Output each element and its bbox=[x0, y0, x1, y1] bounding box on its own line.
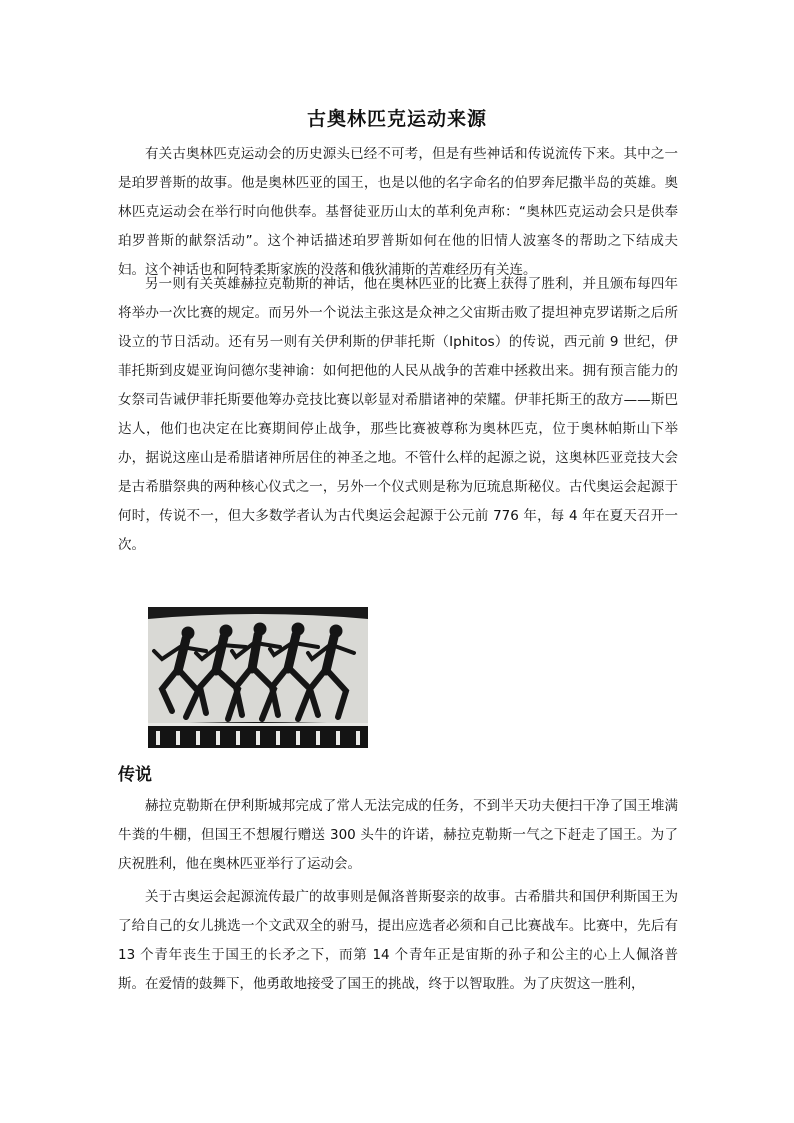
intro-paragraph-2: 另一则有关英雄赫拉克勒斯的神话，他在奥林匹亚的比赛上获得了胜利，并且颁布每四年将举办一次比赛的规定。而另外一个说法主张这是众神之父宙斯击败了提坦神克罗诺斯之后所设立的节日活动。还有另一则有关伊利斯的伊菲托斯（Iphitos）的传说，西元前 9 世纪，伊菲托斯到皮媞亚询问德尔斐神谕：如何把他的人民从战争的苦难中拯救出来。拥有预言能力的女祭司告诫伊菲托斯要他筹办竞技比赛以彰显对希腊诸神的荣耀。伊菲托斯王的敌方——斯巴达人，他们也决定在比赛期间停止战争，那些比赛被尊称为奥林匹克，位于奥林帕斯山下举办，据说这座山是希腊诸神所居住的神圣之地。不管什么样的起源之说，这奥林匹亚竞技大会是古希腊祭典的两种核心仪式之一，另外一个仪式则是称为厄琉息斯秘仪。古代奥运会起源于何时，传说不一，但大多数学者认为古代奥运会起源于公元前 776 年，每 4 年在夏天召开一次。 bbox=[118, 276, 678, 553]
vase-painting-icon bbox=[148, 607, 368, 748]
section-heading: 传说 bbox=[118, 765, 152, 785]
greek-vase-runners-image bbox=[148, 607, 368, 748]
page-title: 古奥林匹克运动来源 bbox=[306, 108, 487, 130]
legend-paragraph-2: 关于古奥运会起源流传最广的故事则是佩洛普斯娶亲的故事。古希腊共和国伊利斯国王为了给自己的女儿挑选一个文武双全的驸马，提出应选者必须和自己比赛战车。比赛中，先后有 13 个青年丧生于国王的长矛之下，而第 14 个青年正是宙斯的孙子和公主的心上人佩洛普斯。在爱情的鼓舞下，他勇敢地接受了国王的挑战，终于以智取胜。为了庆贺这一胜利， bbox=[118, 889, 678, 992]
intro-paragraph-1: 有关古奥林匹克运动会的历史源头已经不可考，但是有些神话和传说流传下来。其中之一是珀罗普斯的故事。他是奥林匹亚的国王，也是以他的名字命名的伯罗奔尼撒半岛的英雄。奥林匹克运动会在举行时向他供奉。基督徒亚历山太的革利免声称：“奥林匹克运动会只是供奉珀罗普斯的献祭活动”。这个神话描述珀罗普斯如何在他的旧情人波塞冬的帮助之下结成夫妇。这个神话也和阿特柔斯家族的没落和俄狄浦斯的苦难经历有关连。 bbox=[118, 146, 678, 278]
legend-paragraph-1: 赫拉克勒斯在伊利斯城邦完成了常人无法完成的任务，不到半天功夫便扫干净了国王堆满牛粪的牛棚，但国王不想履行赠送 300 头牛的许诺，赫拉克勒斯一气之下赶走了国王。为了庆祝胜利，他在奥林匹亚举行了运动会。 bbox=[118, 798, 678, 872]
